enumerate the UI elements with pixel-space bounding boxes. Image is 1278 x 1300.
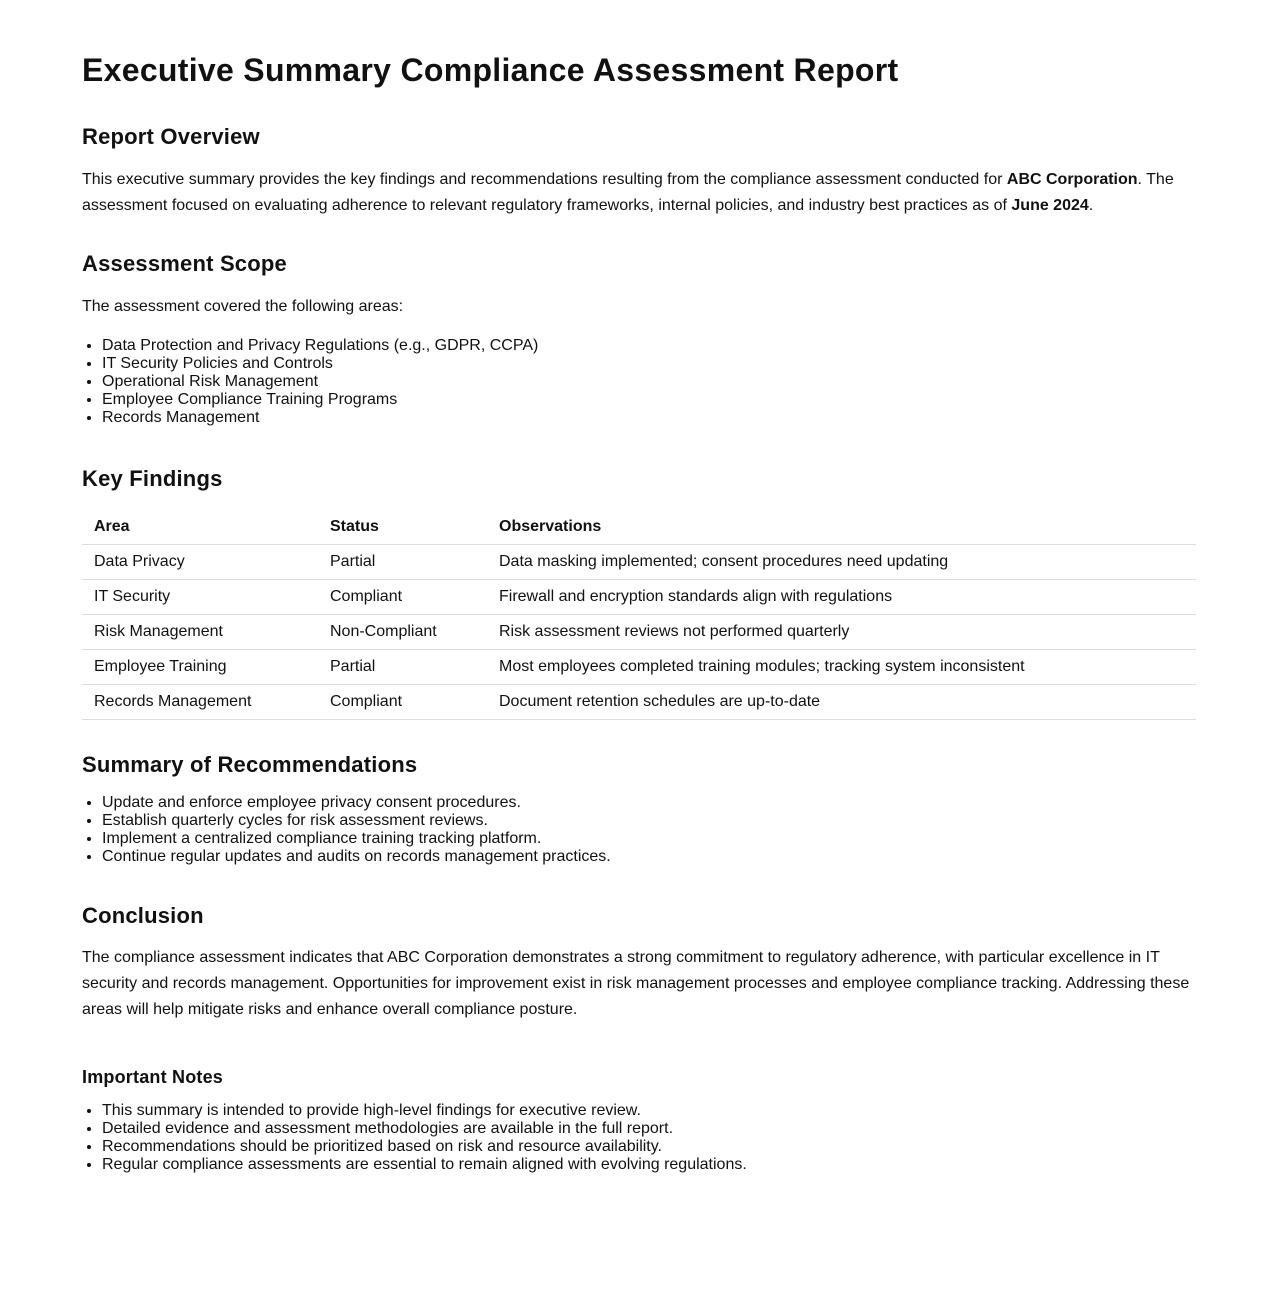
overview-paragraph <box>82 167 1196 219</box>
recommendation-item: • Implement a centralized compliance training tracking platform. <box>102 830 1196 848</box>
note-item: • Detailed evidence and assessment methodologies are available in the full report. <box>102 1120 1196 1138</box>
page-title: Executive Summary Compliance Assessment Report <box>82 52 899 88</box>
cell-observations: Document retention schedules are up-to-date <box>487 685 1196 720</box>
overview-company: ABC Corporation <box>1006 171 1138 188</box>
table-row <box>82 545 1196 580</box>
cell-area: Data Privacy <box>82 545 318 580</box>
recommendations-list <box>82 794 1196 866</box>
note-item: • Recommendations should be prioritized based on risk and resource availability. <box>102 1138 1196 1156</box>
scope-item: • IT Security Policies and Controls <box>102 355 1196 373</box>
cell-observations: Firewall and encryption standards align with regulations <box>487 580 1196 615</box>
cell-area: Records Management <box>82 685 318 720</box>
notes-heading: Important Notes <box>82 1067 224 1087</box>
scope-intro: The assessment covered the following areas: <box>82 298 404 315</box>
conclusion-heading: Conclusion <box>82 903 204 928</box>
cell-status: Compliant <box>318 580 487 615</box>
cell-status: Partial <box>318 650 487 685</box>
recommendation-item: • Continue regular updates and audits on records management practices. <box>102 848 1196 866</box>
cell-status: Partial <box>318 545 487 580</box>
scope-heading: Assessment Scope <box>82 251 287 276</box>
cell-area: Employee Training <box>82 650 318 685</box>
table-row <box>82 580 1196 615</box>
overview-date: June 2024 <box>1011 197 1089 214</box>
cell-observations: Risk assessment reviews not performed quarterly <box>487 615 1196 650</box>
recommendation-item: • Update and enforce employee privacy consent procedures. <box>102 794 1196 812</box>
scope-item: • Operational Risk Management <box>102 373 1196 391</box>
cell-area: Risk Management <box>82 615 318 650</box>
column-header-observations: Observations <box>487 509 1196 545</box>
cell-area: IT Security <box>82 580 318 615</box>
overview-heading: Report Overview <box>82 124 260 149</box>
note-item: • This summary is intended to provide high-level findings for executive review. <box>102 1102 1196 1120</box>
scope-list <box>82 337 1196 427</box>
cell-observations: Most employees completed training modules; tracking system inconsistent <box>487 650 1196 685</box>
scope-item: • Employee Compliance Training Programs <box>102 391 1196 409</box>
overview-text-2: . The assessment focused on evaluating adherence to relevant regulatory frameworks, internal policies, and industry best practices as of <box>82 171 1174 214</box>
recommendations-heading: Summary of Recommendations <box>82 752 418 777</box>
findings-heading: Key Findings <box>82 466 223 491</box>
recommendation-item: • Establish quarterly cycles for risk assessment reviews. <box>102 812 1196 830</box>
table-row <box>82 650 1196 685</box>
note-item: • Regular compliance assessments are essential to remain aligned with evolving regulations. <box>102 1156 1196 1174</box>
scope-item: • Data Protection and Privacy Regulations (e.g., GDPR, CCPA) <box>102 337 1196 355</box>
overview-text-3: . <box>1088 197 1094 214</box>
table-row <box>82 685 1196 720</box>
findings-table <box>82 509 1196 720</box>
cell-observations: Data masking implemented; consent procedures need updating <box>487 545 1196 580</box>
table-row <box>82 615 1196 650</box>
table-header-row <box>82 509 1196 545</box>
notes-list <box>82 1102 1196 1174</box>
conclusion-paragraph: The compliance assessment indicates that ABC Corporation demonstrates a strong commitment to regulatory adherence, with particular excellence in IT security and records management. Opportunities for improvement exist in risk management processes and employee compliance tracking. Addressing these areas will help mitigate risks and enhance overall compliance posture. <box>82 949 1190 1018</box>
scope-item: • Records Management <box>102 409 1196 427</box>
overview-text-1: This executive summary provides the key findings and recommendations resulting from the compliance assessment conducted for <box>82 171 1007 188</box>
cell-status: Compliant <box>318 685 487 720</box>
column-header-status: Status <box>318 509 487 545</box>
cell-status: Non-Compliant <box>318 615 487 650</box>
column-header-area: Area <box>82 509 318 545</box>
